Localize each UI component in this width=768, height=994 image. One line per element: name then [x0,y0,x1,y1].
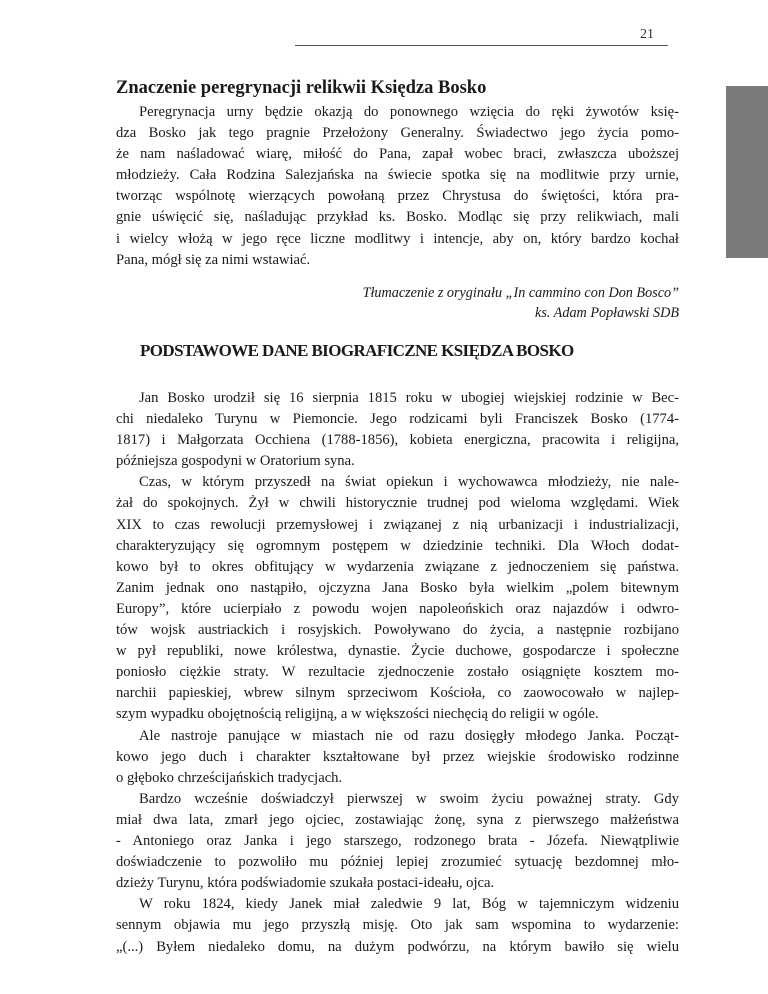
paragraph-4 [116,789,679,894]
text-line: szym wypadku obojętnością religijną, a w większości niechęcią do religii w ogóle. [116,706,599,723]
translation-credit: Tłumaczenie z oryginału „In cammino con Don Bosco” [362,285,679,301]
paragraph-1 [116,388,679,472]
text-line: sennym objawia mu jego przyszłą misję. Oto jak sam wspomina to wydarzenie: [116,917,679,934]
text-line: że nam naśladować wiarę, miłość do Pana, zapał wobec braci, zwłaszcza uboższej [116,146,679,163]
section-heading: PODSTAWOWE DANE BIOGRAFICZNE KSIĘDZA BOSKO [140,341,574,360]
text-line: Europy”, które ucierpiało z powodu wojen napoleońskich oraz najazdów i odwro- [116,600,679,617]
translator-name: ks. Adam Popławski SDB [535,305,679,321]
text-line: dza Bosko jak tego pragnie Przełożony Generalny. Świadectwo jego życia pomo- [116,125,679,142]
paragraph-5 [116,894,679,957]
text-line: Ale nastroje panujące w miastach nie od razu dosięgły młodego Janka. Począt- [139,727,679,744]
text-line: w pył republiki, nowe królestwa, dynastie. Życie duchowe, gospodarcze i społeczne [116,643,679,660]
text-line: o głęboko chrześcijańskich tradycjach. [116,769,343,786]
text-line: kowo jego duch i charakter kształtowane był przez wiejskie środowisko rodzinne [116,748,679,765]
text-line: W roku 1824, kiedy Janek miał zaledwie 9 lat, Bóg w tajemniczym widzeniu [139,896,679,913]
text-line: Pana, mógł się za nimi wstawiać. [116,251,311,268]
text-line: Bardzo wcześnie doświadczył pierwszej w swoim życiu poważnej straty. Gdy [139,790,679,807]
text-line: gnie uświęcić się, naśladując przykład ks. Bosko. Modląc się przy relikwiach, mali [116,209,679,226]
text-line: Zanim jednak ono nastąpiło, ojczyzna Jana Bosko była wielkim „polem bitewnym [116,579,679,596]
text-line: kowo był to okres obfitujący w wydarzenia związane z jednoczeniem się państwa. [116,558,679,575]
text-line: - Antoniego oraz Janka i jego starszego, rodzonego brata - Józefa. Niewątpliwie [116,833,679,850]
page-number: 21 [640,27,654,42]
text-line: „(...) Byłem niedaleko domu, na dużym podwórzu, na którym bawiło się wielu [116,938,679,955]
text-line: tworząc wspólnotę wierzących powołaną przez Chrystusa do świętości, która pra- [116,188,679,205]
header-rule [295,45,668,46]
section-title: Znaczenie peregrynacji relikwii Księdza Bosko [116,78,487,98]
thumb-index-tab [726,86,768,258]
text-line: doświadczenie to pozwoliło mu później lepiej zrozumieć sytuację bezdomnej mło- [116,854,679,871]
text-line: Czas, w którym przyszedł na świat opiekun i wychowawca młodzieży, nie nale- [139,474,679,491]
text-line: Jan Bosko urodził się 16 sierpnia 1815 roku w ubogiej wiejskiej rodzinie w Bec- [139,390,679,406]
paragraph-2 [116,472,679,725]
text-line: 1817) i Małgorzata Occhiena (1788-1856), kobieta energiczna, pracowita i religijna, [116,432,679,449]
text-line: charakteryzujący się ogromnym postępem w dziedzinie techniki. Dla Włoch dodat- [116,537,679,554]
text-line: dzieży Turynu, która podświadomie szukała postaci-ideału, ojca. [116,875,495,892]
paragraph-3 [116,726,679,789]
text-line: żał do spokojnych. Żył w chwili historycznie trudnej pod wieloma względami. Wiek [116,495,679,512]
text-line: narchii papieskiej, wbrew silnym sprzeciwom Kościoła, co zaowocowało w najlep- [116,685,679,702]
text-line: poniosło ciężkie straty. W rezultacie zjednoczenie zostało osiągnięte kosztem mo- [116,664,679,681]
text-line: chi niedaleko Turynu w Piemoncie. Jego rodzicami byli Franciszek Bosko (1774- [116,411,679,428]
text-line: tów wojsk austriackich i rosyjskich. Powoływano do życia, a następnie rozbijano [116,622,679,639]
text-line: późniejsza gospodyni w Oratorium syna. [116,453,355,470]
text-line: XIX to czas rewolucji przemysłowej i związanej z nią urbanizacji i industrializacji, [116,516,679,533]
text-line: miał dwa lata, zmarł jego ojciec, zostawiając żonę, syna z pierwszego małżeństwa [116,811,679,828]
text-line: młodzieży. Cała Rodzina Salezjańska na świecie spotka się na modlitwie przy urnie, [116,167,679,184]
section1-paragraph [116,102,679,271]
text-line: i wielcy włożą w jego ręce liczne modlitwy i intencje, aby on, który bardzo kochał [116,230,679,247]
text-line: Peregrynacja urny będzie okazją do ponownego wzięcia do ręki żywotów księ- [139,104,679,120]
